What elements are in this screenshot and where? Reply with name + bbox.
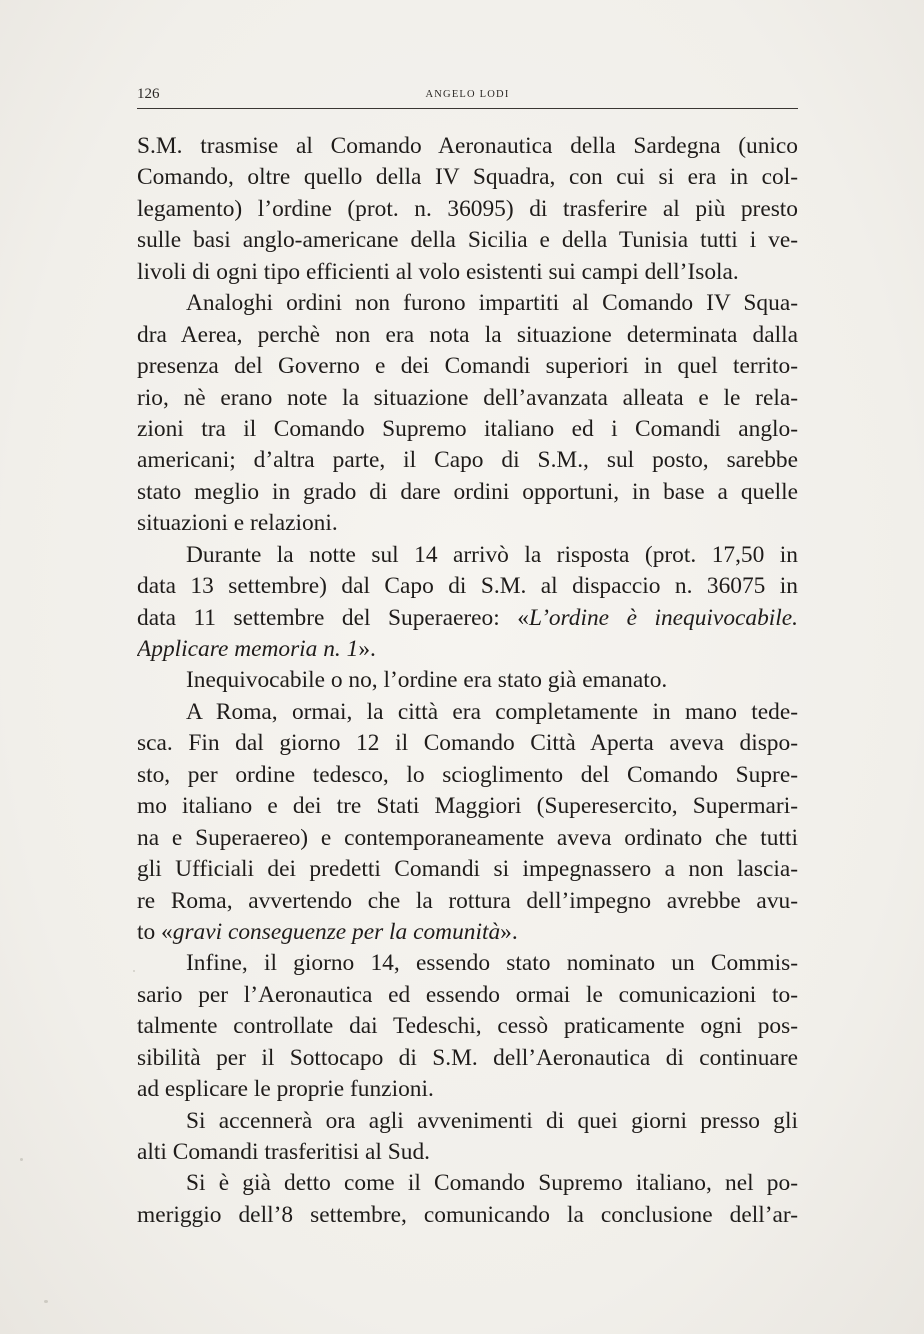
italic-quote: gravi conseguenze per la comunità	[172, 918, 501, 945]
text-line: re Roma, avvertendo che la rottura dell’impegno avrebbe avu-	[137, 887, 798, 914]
text-line: ad esplicare le proprie funzioni.	[137, 1076, 434, 1103]
text-line: data 11 settembre del Superaereo: «L’ordine è inequivocabile.	[137, 604, 798, 631]
text-line: Inequivocabile o no, l’ordine era stato già emanato.	[186, 667, 668, 694]
text-line: meriggio dell’8 settembre, comunicando la conclusione dell’ar-	[137, 1201, 798, 1228]
text-line: Si accennerà ora agli avvenimenti di quei giorni presso gli	[186, 1107, 798, 1134]
text-line: S.M. trasmise al Comando Aeronautica della Sardegna (unico	[137, 133, 798, 159]
running-head	[137, 86, 798, 110]
text-line: gli Ufficiali dei predetti Comandi si impegnassero a non lascia-	[137, 856, 798, 883]
text-line: sca. Fin dal giorno 12 il Comando Città Aperta aveva dispo-	[137, 730, 798, 757]
text-line: situazioni e relazioni.	[137, 510, 338, 537]
paper-speck	[20, 1158, 23, 1161]
paragraph-3	[137, 540, 798, 666]
paper-speck	[44, 1300, 48, 1303]
text-line: data 13 settembre) dal Capo di S.M. al dispaccio n. 36075 in	[137, 573, 798, 600]
text-run: data 11 settembre del Superaereo:	[137, 604, 500, 631]
text-line: legamento) l’ordine (prot. n. 36095) di trasferire al più presto	[137, 195, 798, 222]
text-line: livoli di ogni tipo efficienti al volo esistenti sui campi dell’Isola.	[137, 258, 739, 285]
text-line: na e Superaereo) e contemporaneamente aveva ordinato che tutti	[137, 824, 798, 851]
text-line: Si è già detto come il Comando Supremo italiano, nel po-	[186, 1170, 798, 1197]
text-line: americani; d’altra parte, il Capo di S.M., sul posto, sarebbe	[137, 447, 798, 474]
paragraph-8	[137, 1168, 798, 1231]
text-line: talmente controllate dai Tedeschi, cessò praticamente ogni pos-	[137, 1013, 798, 1040]
text-line: presenza del Governo e dei Comandi superiori in quel territo-	[137, 353, 798, 380]
paragraph-6	[137, 948, 798, 1105]
text-line: dra Aerea, perchè non era nota la situazione determinata dalla	[137, 321, 798, 348]
text-line: to «gravi conseguenze per la comunità».	[137, 918, 518, 945]
text-line: rio, nè erano note la situazione dell’avanzata alleata e le rela-	[137, 384, 798, 411]
italic-quote: Applicare memoria n. 1	[137, 636, 359, 662]
italic-quote: L’ordine è inequivocabile.	[528, 604, 798, 631]
text-line: Infine, il giorno 14, essendo stato nominato un Commis-	[186, 950, 798, 977]
text-line: mo italiano e dei tre Stati Maggiori (Superesercito, Supermari-	[137, 793, 798, 820]
text-run: to	[137, 918, 156, 945]
text-line: zioni tra il Comando Supremo italiano ed i Comandi anglo-	[137, 415, 798, 442]
paper-speck	[133, 970, 135, 972]
page-number: 126	[137, 86, 160, 102]
text-line: sulle basi anglo-americane della Sicilia e della Tunisia tutti i ve-	[137, 227, 798, 254]
running-title: ANGELO LODI	[425, 89, 510, 100]
text-line: stato meglio in grado di dare ordini opportuni, in base a quelle	[137, 478, 798, 505]
text-line: A Roma, ormai, la città era completamente in mano tede-	[186, 698, 798, 725]
body-text	[137, 131, 798, 1231]
text-line: sario per l’Aeronautica ed essendo ormai le comunicazioni to-	[137, 981, 798, 1008]
text-line: Durante la notte sul 14 arrivò la risposta (prot. 17,50 in	[186, 541, 798, 568]
text-line: Applicare memoria n. 1».	[137, 636, 376, 662]
text-line: sto, per ordine tedesco, lo scioglimento del Comando Supre-	[137, 761, 798, 788]
paragraph-4	[137, 665, 798, 696]
paragraph-7	[137, 1106, 798, 1169]
text-line: alti Comandi trasferitisi al Sud.	[137, 1139, 430, 1165]
paragraph-2	[137, 288, 798, 540]
header-rule	[137, 108, 798, 109]
paragraph-1	[137, 131, 798, 288]
text-line: sibilità per il Sottocapo di S.M. dell’Aeronautica di continuare	[137, 1044, 798, 1071]
text-line: Analoghi ordini non furono impartiti al Comando IV Squa-	[186, 290, 798, 317]
paragraph-5	[137, 697, 798, 949]
text-line: Comando, oltre quello della IV Squadra, con cui si era in col-	[137, 164, 798, 191]
